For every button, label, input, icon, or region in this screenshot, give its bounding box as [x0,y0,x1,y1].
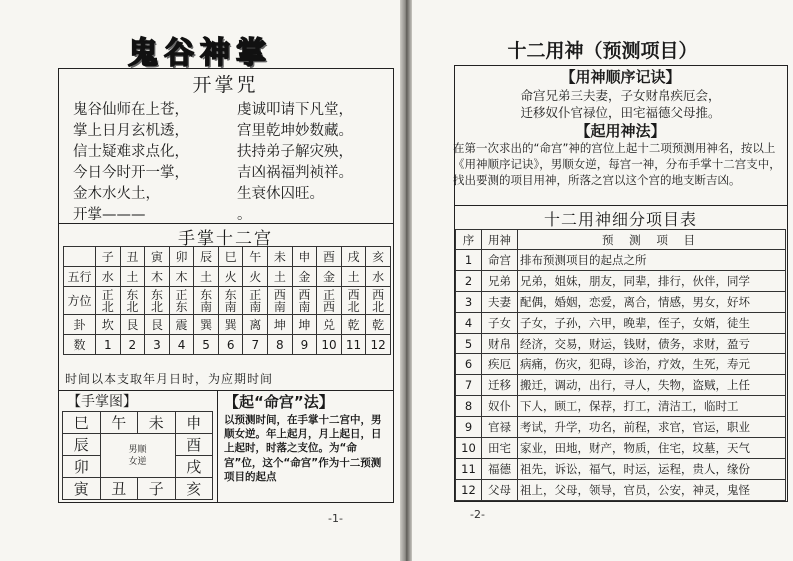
palace-row-numbers [64,335,391,355]
direction-part: 东 [200,287,213,302]
palm-cell: 午 [100,412,138,434]
item-predictions: 子女，子孙，六甲，晚辈，侄子，女婿，徒生 [518,312,786,333]
chant-line-second: 吉凶祸福判祯祥。 [237,165,353,181]
items-row [456,354,786,375]
palace-cell-direction [268,287,293,315]
palace-row-label: 五行 [64,267,96,287]
direction-part: 南 [298,299,311,314]
chant-line-second: 。 [237,207,252,223]
chant-line-second: 生衰休囚旺。 [237,186,324,202]
chant-line-first: 信士疑难求点化， [73,144,189,160]
chant-line [73,203,393,224]
items-row [456,438,786,459]
direction-part: 西 [372,287,385,302]
items-row [456,312,786,333]
direction-part: 南 [273,299,286,314]
item-no: 5 [456,333,482,354]
items-row [456,375,786,396]
chant-line [73,140,393,161]
item-no: 8 [456,396,482,417]
palace-cell-branches: 申 [292,247,317,267]
palace-cell-gua: 坎 [96,315,121,335]
items-row [456,417,786,438]
palace-cell-wuxing: 金 [317,267,342,287]
verse-line-2: 迁移奴仆官禄位，田宅福德父母推。 [520,105,721,120]
item-no: 10 [456,438,482,459]
chant-line-second: 扶持弟子解灾殃， [237,144,353,160]
verse-title: 【用神顺序记诀】 [560,68,681,86]
item-predictions: 下人，顾工，保荐，打工，清洁工，临时工 [518,396,786,417]
item-god: 子女 [482,312,518,333]
direction-part: 西 [322,299,335,314]
palace-cell-gua: 坤 [292,315,317,335]
header-no: 序 [456,230,482,250]
chant-line [73,98,393,119]
palm-row [63,434,213,456]
palace-cell-direction [145,287,170,315]
palace-cell-branches: 未 [268,247,293,267]
palm-center-line: 女逆 [128,456,147,467]
direction-part: 南 [200,299,213,314]
header-god: 用神 [482,230,518,250]
chant-line [73,182,393,203]
direction-part: 正 [249,287,262,302]
palace-cell-wuxing: 土 [194,267,219,287]
palace-cell-branches: 子 [96,247,121,267]
items-row [456,270,786,291]
item-god: 疾厄 [482,354,518,375]
palace-cell-branches: 卯 [169,247,194,267]
direction-part: 南 [249,299,262,314]
palace-cell-wuxing: 火 [243,267,268,287]
palace-row-branches [64,247,391,267]
item-no: 6 [456,354,482,375]
palace-cell-numbers: 4 [169,335,194,355]
palace-cell-gua: 兑 [317,315,342,335]
palace-cell-wuxing: 水 [96,267,121,287]
item-predictions: 病痛，伤灾，犯碍，诊治，疗效，生死，寿元 [518,354,786,375]
palace-cell-numbers: 6 [218,335,243,355]
book-spine [400,0,412,561]
palace-row-label: 数 [64,335,96,355]
verse-box [454,65,788,206]
palace-title: 手掌十二宫 [178,229,273,249]
palm-cell: 申 [175,412,213,434]
palace-table [63,246,391,355]
page-number-right: -2- [470,508,485,521]
palm-cell: 戌 [175,456,213,478]
palace-cell-direction [243,287,268,315]
items-row [456,291,786,312]
palace-cell-branches: 丑 [120,247,145,267]
palace-cell-direction [96,287,121,315]
palace-cell-numbers: 1 [96,335,121,355]
palm-cell: 辰 [63,434,101,456]
direction-part: 北 [126,299,139,314]
direction-part: 北 [372,299,385,314]
direction-part: 正 [101,287,114,302]
palace-row-direction [64,287,391,315]
item-no: 12 [456,479,482,500]
items-row [456,479,786,500]
header-items: 预 测 项 目 [518,230,786,250]
palm-cell: 未 [138,412,176,434]
direction-part: 东 [126,287,139,302]
item-no: 2 [456,270,482,291]
item-predictions: 家业，田地，财产，物质，住宅，坟墓，天气 [518,438,786,459]
items-table-title: 十二用神细分项目表 [543,210,697,229]
palace-cell-gua: 巽 [218,315,243,335]
palace-cell-direction [292,287,317,315]
palace-cell-gua: 震 [169,315,194,335]
palace-cell-numbers: 11 [341,335,366,355]
item-predictions: 考试，升学，功名，前程，求官，官运，职业 [518,417,786,438]
item-god: 奴仆 [482,396,518,417]
chant-title: 开掌咒 [192,74,259,96]
palm-diagram-title: 【手掌图】 [67,394,137,410]
palm-cell: 巳 [63,412,101,434]
right-title: 十二用神（预测项目） [507,40,698,62]
chant-line [73,161,393,182]
chant-line-first: 掌上日月玄机透， [73,123,189,139]
palm-center [100,434,175,478]
palace-cell-wuxing: 土 [268,267,293,287]
palace-cell-direction [194,287,219,315]
item-predictions: 祖先，诉讼，福气，时运，运程，贵人，缘份 [518,458,786,479]
chant-box [58,68,394,224]
palace-cell-direction [317,287,342,315]
item-predictions: 排布预测项目的起点之所 [518,250,786,271]
item-no: 11 [456,458,482,479]
palace-row-label: 方位 [64,287,96,315]
item-no: 1 [456,250,482,271]
palace-row-label [64,247,96,267]
palm-row [63,478,213,500]
right-page [412,0,793,561]
items-table [455,229,786,501]
chant-line-second: 宫里乾坤妙数藏。 [237,123,353,139]
item-god: 迁移 [482,375,518,396]
direction-part: 东 [150,287,163,302]
method-title-right: 【起用神法】 [575,122,666,140]
item-no: 4 [456,312,482,333]
method-text: 以预测时间，在手掌十二宫中，男顺女逆。年上起月，月上起日，日上起时，时落之支位。为“命宫”位，这个“命宫”作为十二预测项目的起点 [224,414,382,483]
palace-cell-branches: 亥 [366,247,391,267]
palace-cell-branches: 酉 [317,247,342,267]
palace-row-wuxing [64,267,391,287]
palace-cell-wuxing: 火 [218,267,243,287]
item-predictions: 祖上，父母，领导，官员，公安，神灵，鬼怪 [518,479,786,500]
direction-part: 正 [175,287,188,302]
palace-cell-direction [169,287,194,315]
palace-cell-numbers: 8 [268,335,293,355]
item-predictions: 配偶，婚姻，恋爱，离合，情感，男女，好坏 [518,291,786,312]
direction-part: 北 [101,299,114,314]
palace-cell-gua: 艮 [145,315,170,335]
direction-part: 北 [347,299,360,314]
palace-cell-wuxing: 木 [169,267,194,287]
verse-line-1: 命宫兄弟三夫妻，子女财帛疾厄会， [520,88,721,103]
item-god: 福德 [482,458,518,479]
palace-cell-numbers: 3 [145,335,170,355]
item-predictions: 经济，交易，财运，钱财，债务，求财，盈亏 [518,333,786,354]
palm-cell: 丑 [100,478,138,500]
method-text-right: 在第一次求出的“命宫”神的宫位上起十二项预测用神名，按以上《用神顺序记诀》，男顺女逆，每宫一神，分布手掌十二宫支中，找出要测的项目用神，所落之宫以这个宫的地支断吉凶。 [453,141,781,187]
items-row [456,458,786,479]
palace-cell-wuxing: 木 [145,267,170,287]
palace-cell-numbers: 5 [194,335,219,355]
page-number: -1- [328,512,343,525]
items-row [456,250,786,271]
direction-part: 东 [175,299,188,314]
chant-lines [73,98,393,224]
direction-part: 东 [224,287,237,302]
palace-cell-numbers: 2 [120,335,145,355]
palace-cell-numbers: 12 [366,335,391,355]
item-no: 9 [456,417,482,438]
direction-part: 西 [347,287,360,302]
item-god: 父母 [482,479,518,500]
palace-cell-wuxing: 金 [292,267,317,287]
palm-cell: 子 [138,478,176,500]
palace-cell-branches: 辰 [194,247,219,267]
palace-cell-branches: 寅 [145,247,170,267]
palace-row-label: 卦 [64,315,96,335]
item-no: 7 [456,375,482,396]
palace-box [58,224,394,391]
item-god: 官禄 [482,417,518,438]
palace-cell-numbers: 9 [292,335,317,355]
palace-cell-gua: 乾 [366,315,391,335]
palace-cell-direction [341,287,366,315]
palace-cell-direction [218,287,243,315]
chant-line-first: 今日今时开一掌， [73,165,189,181]
palace-cell-gua: 离 [243,315,268,335]
direction-part: 西 [273,287,286,302]
items-row [456,333,786,354]
palace-cell-branches: 巳 [218,247,243,267]
palace-cell-gua: 艮 [120,315,145,335]
palace-cell-direction [366,287,391,315]
item-god: 财帛 [482,333,518,354]
palace-cell-gua: 坤 [268,315,293,335]
chant-line-second: 虔诚叩请下凡堂， [237,102,353,118]
item-predictions: 搬迁，调动，出行，寻人，失物，盗贼，上任 [518,375,786,396]
items-box [454,206,788,502]
palace-cell-gua: 巽 [194,315,219,335]
palace-row-gua [64,315,391,335]
palace-cell-branches: 戌 [341,247,366,267]
palm-cell: 亥 [175,478,213,500]
palace-cell-wuxing: 土 [341,267,366,287]
method-box [218,391,394,503]
book-title: 鬼谷神掌 [128,36,272,71]
item-no: 3 [456,291,482,312]
item-god: 命宫 [482,250,518,271]
palace-cell-numbers: 7 [243,335,268,355]
palace-cell-numbers: 10 [317,335,342,355]
items-header-row [456,230,786,250]
palm-cell: 卯 [63,456,101,478]
items-row [456,396,786,417]
time-note: 时间以本支取年月日时，为应期时间 [65,372,274,386]
item-god: 田宅 [482,438,518,459]
method-title: 【起“命宫”法】 [224,393,334,411]
item-god: 夫妻 [482,291,518,312]
palm-cell: 酉 [175,434,213,456]
direction-part: 西 [298,287,311,302]
chant-line-first: 开掌——— [73,207,146,223]
palace-cell-wuxing: 水 [366,267,391,287]
palm-cell: 寅 [63,478,101,500]
palm-diagram-box [58,391,218,503]
palm-center-line: 男顺 [128,444,147,455]
palm-row [63,412,213,434]
chant-line-first: 金木水火土， [73,186,160,202]
palm-grid [62,411,213,500]
direction-part: 南 [224,299,237,314]
direction-part: 北 [150,299,163,314]
palace-cell-gua: 乾 [341,315,366,335]
item-predictions: 兄弟，姐妹，朋友，同辈，排行，伙伴，同学 [518,270,786,291]
palace-cell-direction [120,287,145,315]
direction-part: 正 [322,287,335,302]
chant-line-first: 鬼谷仙师在上苍， [73,102,189,118]
chant-line [73,119,393,140]
palace-cell-wuxing: 土 [120,267,145,287]
palace-cell-branches: 午 [243,247,268,267]
item-god: 兄弟 [482,270,518,291]
